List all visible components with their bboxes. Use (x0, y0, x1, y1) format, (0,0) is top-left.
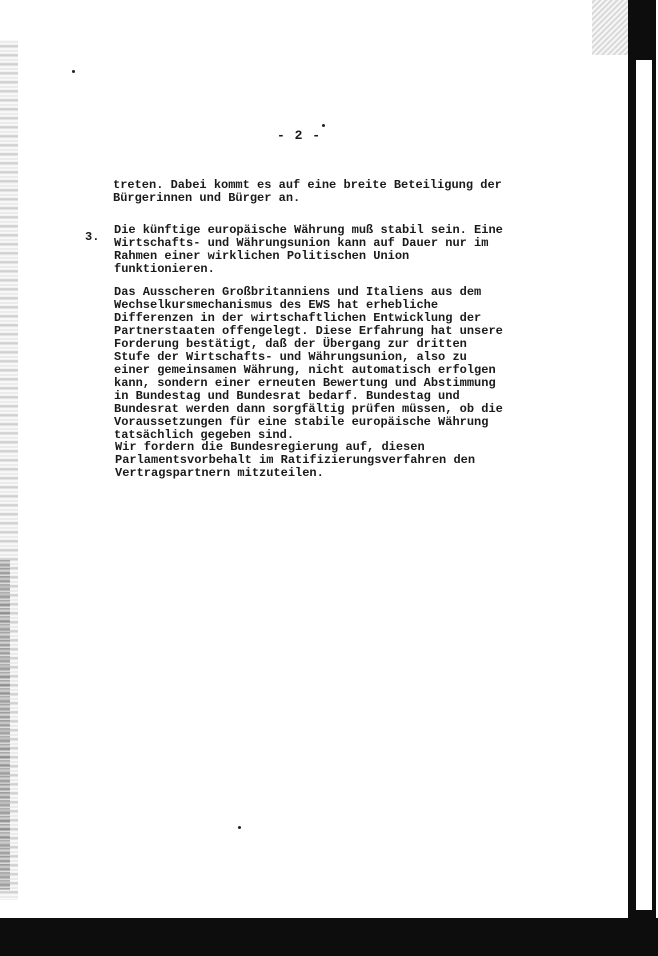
scan-speck (72, 70, 75, 73)
scan-edge-bottom (0, 918, 658, 956)
scan-edge-right-highlight (636, 60, 652, 910)
scan-edge-left-lower (0, 560, 10, 890)
continuation-paragraph: treten. Dabei kommt es auf eine breite Beteiligung der Bürgerinnen und Bürger an. (113, 178, 502, 205)
page-number: - 2 - (277, 128, 322, 143)
scan-noise-top-right (592, 0, 628, 55)
list-number: 3. (85, 230, 100, 244)
scan-speck (322, 124, 325, 127)
demand-paragraph: Wir fordern die Bundesregierung auf, diesen Parlamentsvorbehalt im Ratifizierungsverfahren den Vertragspartnern mitzuteilen. (115, 440, 476, 480)
exit-paragraph: Das Ausscheren Großbritanniens und Italiens aus dem Wechselkursmechanismus des EWS hat erhebliche Differenzen in der wirtschaftlichen Entwicklung der Partnerstaaten offengelegt. Diese Erfahrung hat unsere Forderung bestätigt, daß der Übergang zur dritten Stufe der Wirtschafts- und Währungsunion, also zu einer gemeinsamen Währung, nicht automatisch erfolgen kann, sondern einer erneuten Bewertung und Abstimmung in Bundestag und Bundesrat bedarf. Bundestag und Bundesrat werden dann sorgfältig prüfen müssen, ob die Voraussetzungen für eine stabile europäische Währung tatsächlich gegeben sind. (114, 285, 503, 442)
item-3-paragraph: Die künftige europäische Währung muß stabil sein. Eine Wirtschafts- und Währungsunion kann auf Dauer nur im Rahmen einer wirklichen Politischen Union funktionieren. (114, 223, 503, 276)
scan-speck (238, 826, 241, 829)
